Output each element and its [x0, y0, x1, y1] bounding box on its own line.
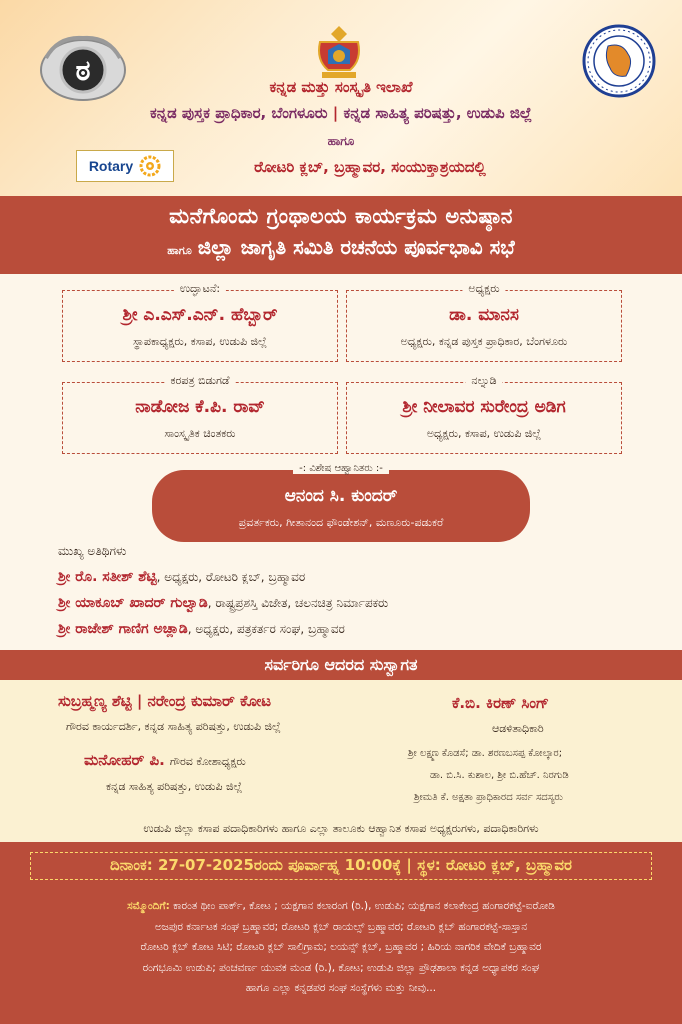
coop-line3: ರೋಟರಿ ಕ್ಲಬ್ ಕೋಟ ಸಿಟಿ; ರೋಟರಿ ಕ್ಲಬ್ ಸಾಲಿಗ್ರಾಮ; ಲಯನ್ಸ್ ಕ್ಲಬ್, ಬ್ರಹ್ಮಾವರ ; ಹಿರಿಯ ನಾಗರಿಕ ವೇದಿಕೆ ಬ್ರಹ್ಮಾವರ [140, 941, 542, 953]
guest-desc: , ರಾಷ್ಟ್ರಪ್ರಶಸ್ತಿ ವಿಜೇತ, ಚಲನಚಿತ್ರ ನಿರ್ಮಾಪಕರು [207, 596, 389, 610]
guest-desc: , ಅಧ್ಯಕ್ಷರು, ರೋಟರಿ ಕ್ಲಬ್, ಬ್ರಹ್ಮಾವರ [156, 570, 306, 584]
role-caption: ಉದ್ಘಾಟನೆ: [174, 282, 226, 296]
date-venue-line: ದಿನಾಂಕ: 27-07-2025ರಂದು ಪೂರ್ವಾಹ್ನ 10:00ಕ್ಕೆ | ಸ್ಥಳ: ರೋಟರಿ ಕ್ಲಬ್, ಬ್ರಹ್ಮಾವರ [30, 852, 652, 880]
guest-row [58, 569, 388, 585]
event-title-line1: ಮನೆಗೊಂದು ಗ್ರಂಥಾಲಯ ಕಾರ್ಯಕ್ರಮ ಅನುಷ್ಠಾನ [169, 204, 513, 228]
special-invitee-box [152, 470, 530, 542]
special-invitee-caption: -: ವಿಶೇಷ ಆಹ್ವಾನಿತರು :- [293, 463, 389, 474]
coop-line1: ಕಾರಂತ ಥೀಂ ಪಾರ್ಕ್, ಕೋಟ ; ಯಕ್ಷಗಾನ ಕಲಾರಂಗ (ರಿ.), ಉಡುಪಿ; ಯಕ್ಷಗಾನ ಕಲಾಕೇಂದ್ರ ಹಂಗಾರಕಟ್ಟೆ-ಐರೋಡಿ [169, 900, 555, 912]
special-invitee-name: ಆನಂದ ಸಿ. ಕುಂದರ್ [284, 486, 398, 506]
host-right-name: ಕೆ.ಬಿ. ಕಿರಣ್ ಸಿಂಗ್ [452, 694, 549, 712]
role-name: ಶ್ರೀ ಎ.ಎಸ್.ಎನ್. ಹೆಬ್ಬಾರ್ [122, 305, 278, 325]
event-title-line2: ಜಿಲ್ಲಾ ಜಾಗೃತಿ ಸಮಿತಿ ರಚನೆಯ ಪೂರ್ವಭಾವಿ ಸಭೆ [197, 235, 515, 259]
role-desc: ಅಧ್ಯಕ್ಷರು, ಕಸಾಪ, ಉಡುಪಿ ಜಿಲ್ಲೆ [426, 427, 542, 440]
guest-desc: , ಅಧ್ಯಕ್ಷರು, ಪತ್ರಕರ್ತರ ಸಂಘ, ಬ್ರಹ್ಮಾವರ [187, 622, 345, 636]
role-caption: ಕರಪತ್ರ ಬಿಡುಗಡೆ [165, 374, 236, 388]
host-treasurer-name: ಮನೋಹರ್ ಪಿ. [84, 751, 165, 769]
coop-line [18, 896, 664, 917]
org-right: ಕನ್ನಡ ಸಾಹಿತ್ಯ ಪರಿಷತ್ತು, ಉಡುಪಿ ಜಿಲ್ಲೆ [343, 104, 533, 122]
event-title-line2-wrap [0, 235, 682, 259]
role-box-president [346, 282, 622, 362]
cooperation-list [18, 896, 664, 999]
host-right-line2: ಡಾ. ಬಿ.ಸಿ. ಕುಶಾಲ, ಶ್ರೀ ಬಿ.ಹೆಚ್. ನಿರಗುಡಿ [430, 770, 569, 781]
event-title-and: ಹಾಗೂ [167, 244, 192, 257]
host-right-line3: ಶ್ರೀಮತಿ ಕೆ. ಅಕ್ಷತಾ ಪ್ರಾಧಿಕಾರದ ಸರ್ವ ಸದಸ್ಯರು [414, 792, 563, 803]
role-desc: ಸಾಂಸ್ಕೃತಿಕ ಚಿಂತಕರು [164, 427, 236, 440]
role-caption: ನಲ್ನುಡಿ [465, 374, 502, 388]
org-separator: | [332, 104, 339, 122]
role-desc: ಅಧ್ಯಕ್ಷರು, ಕನ್ನಡ ಪುಸ್ತಕ ಪ್ರಾಧಿಕಾರ, ಬೆಂಗಳೂರು [400, 335, 568, 348]
role-name: ಡಾ. ಮಾನಸ [449, 305, 519, 325]
kasapa-logo-icon [38, 28, 128, 108]
guest-row [58, 621, 388, 637]
and-text: ಹಾಗೂ [327, 134, 355, 148]
chief-guests-heading: ಮುಖ್ಯ ಅತಿಥಿಗಳು [58, 544, 127, 558]
rotary-logo-text: Rotary [88, 158, 134, 174]
event-title-banner [0, 196, 682, 274]
office-bearers-note: ಉಡುಪಿ ಜಿಲ್ಲಾ ಕಸಾಪ ಪದಾಧಿಕಾರಿಗಳು ಹಾಗೂ ಎಲ್ಲಾ ತಾಲೂಕು ಆಹ್ವಾನಿತ ಕಸಾಪ ಅಧ್ಯಕ್ಷರುಗಳು, ಪದಾಧಿಕಾರಿಗಳು [143, 822, 539, 835]
host-right-line1: ಶ್ರೀ ಲಕ್ಷ್ಮಣ ಕೊಡಸೆ; ಡಾ. ಶರಣಬಸಪ್ಪ ಕೋಲ್ಕಾರ; [408, 748, 563, 759]
role-name: ನಾಡೋಜ ಕೆ.ಪಿ. ರಾವ್ [135, 397, 265, 417]
host-treasurer-desc: ಕನ್ನಡ ಸಾಹಿತ್ಯ ಪರಿಷತ್ತು, ಉಡುಪಿ ಜಿಲ್ಲೆ [106, 780, 243, 793]
role-box-inaugurator [62, 282, 338, 362]
special-invitee-desc: ಪ್ರವರ್ತಕರು, ಗೀತಾನಂದ ಫೌಂಡೇಶನ್, ಮಣೂರು-ಪಡುಕರೆ [238, 516, 444, 529]
coop-line2: ಅಜಪುರ ಕರ್ನಾಟಕ ಸಂಘ ಬ್ರಹ್ಮಾವರ; ರೋಟರಿ ಕ್ಲಬ್ ರಾಯಲ್ಸ್ ಬ್ರಹ್ಮಾವರ; ರೋಟರಿ ಕ್ಲಬ್ ಹಂಗಾರಕಟ್ಟೆ-ಸಾಸ್ತಾನ [154, 920, 528, 933]
chief-guests [58, 544, 388, 647]
coop-line4: ರಂಗಭೂಮಿ ಉಡುಪಿ; ಪಂಚವರ್ಣ ಯುವಕ ಮಂಡ (ರಿ.), ಕೋಟ; ಉಡುಪಿ ಜಿಲ್ಲಾ ಪ್ರೌಢಶಾಲಾ ಕನ್ನಡ ಅಧ್ಯಾಪಕರ ಸಂಘ [142, 961, 540, 974]
host-left-names: ಸುಬ್ರಹ್ಮಣ್ಯ ಶೆಟ್ಟಿ | ನರೇಂದ್ರ ಕುಮಾರ್ ಕೋಟ [58, 692, 272, 710]
collaboration-line: ರೋಟರಿ ಕ್ಲಬ್, ಬ್ರಹ್ಮಾವರ, ಸಂಯುಕ್ತಾಶ್ರಯದಲ್ಲಿ [254, 158, 486, 176]
svg-text:ಠ: ಠ [75, 54, 91, 87]
karnataka-emblem-icon [308, 20, 370, 82]
org-left: ಕನ್ನಡ ಪುಸ್ತಕ ಪ್ರಾಧಿಕಾರ, ಬೆಂಗಳೂರು [149, 104, 328, 122]
guest-row [58, 595, 388, 611]
organizers-line [0, 104, 682, 122]
host-treasurer-role: ಗೌರವ ಕೋಶಾಧ್ಯಕ್ಷರು [169, 755, 246, 768]
guest-name: ಶ್ರೀ ರೊ. ಸತೀಶ್ ಶೆಟ್ಟಿ [58, 569, 157, 585]
host-treasurer [84, 750, 246, 769]
host-left-desc: ಗೌರವ ಕಾರ್ಯದರ್ಶಿ, ಕನ್ನಡ ಸಾಹಿತ್ಯ ಪರಿಷತ್ತು, ಉಡುಪಿ ಜಿಲ್ಲೆ [66, 720, 281, 733]
guest-name: ಶ್ರೀ ಯಾಕೂಬ್ ಖಾದರ್ ಗುಲ್ವಾಡಿ [58, 595, 208, 611]
coop-label: ಸಮ್ಮೊಂದಿಗೆ: [127, 900, 170, 912]
welcome-bar: ಸರ್ವರಿಗೂ ಆದರದ ಸುಸ್ವಾಗತ [0, 650, 682, 680]
role-desc: ಸ್ಥಾಪಕಾಧ್ಯಕ್ಷರು, ಕಸಾಪ, ಉಡುಪಿ ಜಿಲ್ಲೆ [133, 335, 267, 348]
hosts-section [0, 680, 682, 842]
role-box-kind-words [346, 374, 622, 454]
guest-name: ಶ್ರೀ ರಾಜೇಶ್ ಗಾಣಿಗ ಅಚ್ಲಾಡಿ [58, 621, 188, 637]
role-caption: ಅಧ್ಯಕ್ಷರು [462, 282, 505, 296]
host-right-role: ಆಡಳಿತಾಧಿಕಾರಿ [492, 722, 544, 735]
role-name: ಶ್ರೀ ನೀಲಾವರ ಸುರೇಂದ್ರ ಅಡಿಗ [402, 397, 566, 417]
coop-line5: ಹಾಗೂ ಎಲ್ಲಾ ಕನ್ನಡಪರ ಸಂಘ ಸಂಸ್ಥೆಗಳು ಮತ್ತು ನೀವು... [245, 982, 437, 994]
role-box-pamphlet-release [62, 374, 338, 454]
department-title: ಕನ್ನಡ ಮತ್ತು ಸಂಸ್ಕೃತಿ ಇಲಾಖೆ [269, 78, 413, 96]
special-invitee-caption-wrap [0, 463, 682, 474]
